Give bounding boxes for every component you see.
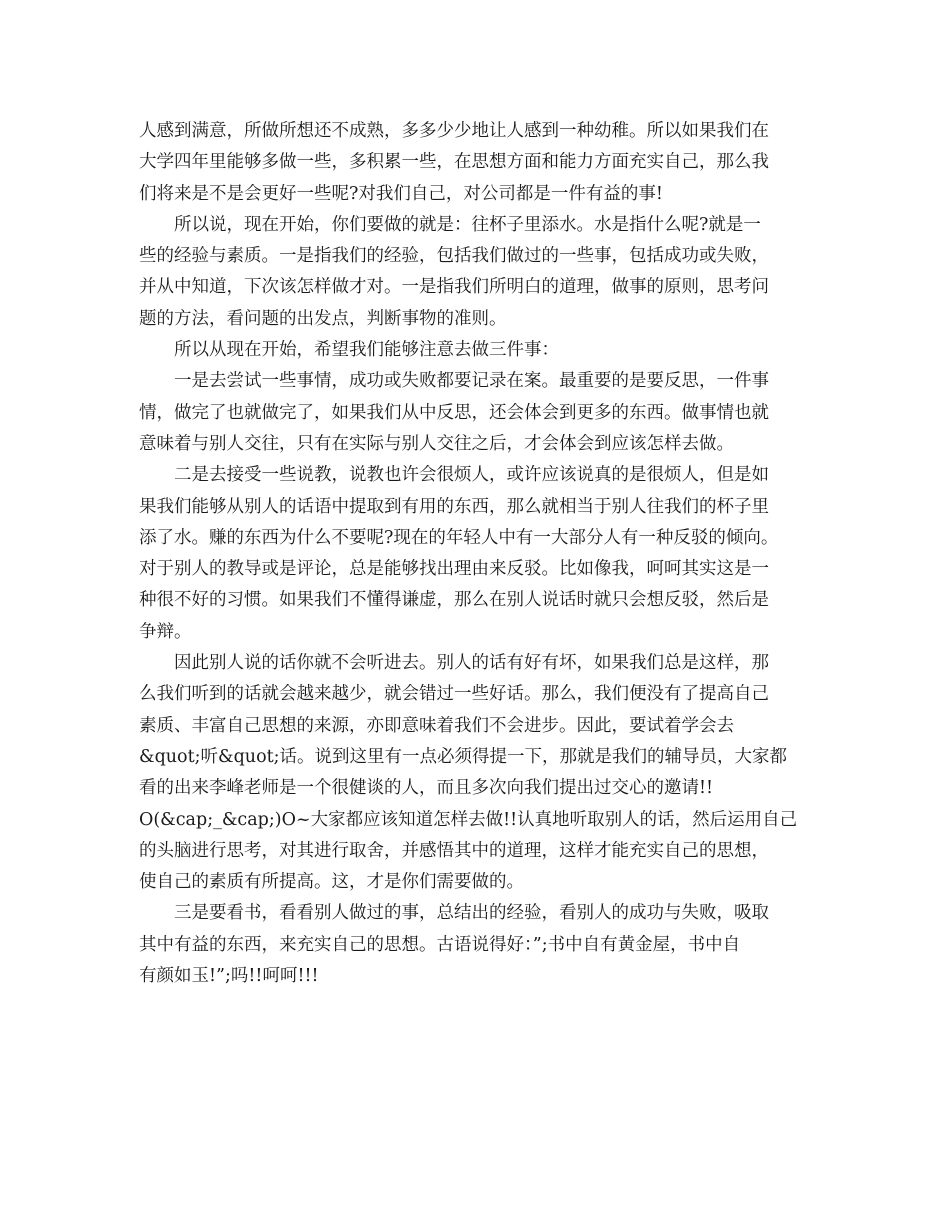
text-line: 看的出来李峰老师是一个很健谈的人，而且多次向我们提出过交心的邀请!! xyxy=(139,778,714,799)
text-line: 们将来是不是会更好一些呢?对我们自己，对公司都是一件有益的事! xyxy=(139,183,663,204)
text-line: 因此别人说的话你就不会听进去。别人的话有好有坏，如果我们总是这样，那 xyxy=(174,653,769,674)
text-line: 对于别人的教导或是评论，总是能够找出理由来反驳。比如像我，呵呵其实这是一 xyxy=(139,559,769,580)
text-line: O(&cap;_&cap;)O~大家都应该知道怎样去做!!认真地听取别人的话，然后运用自己 xyxy=(139,809,798,830)
text-line: 么我们听到的话就会越来越少，就会错过一些好话。那么，我们便没有了提高自己 xyxy=(139,684,769,705)
text-line: 一是去尝试一些事情，成功或失败都要记录在案。最重要的是要反思，一件事 xyxy=(174,371,769,392)
text-line: 的头脑进行思考，对其进行取舍，并感悟其中的道理，这样才能充实自己的思想， xyxy=(139,840,769,861)
text-line: 意味着与别人交往，只有在实际与别人交往之后，才会体会到应该怎样去做。 xyxy=(139,433,734,454)
text-line: 二是去接受一些说教，说教也许会很烦人，或许应该说真的是很烦人，但是如 xyxy=(174,465,769,486)
text-line: 三是要看书，看看别人做过的事，总结出的经验，看别人的成功与失败，吸取 xyxy=(174,903,769,924)
text-line: 素质、丰富自己思想的来源，亦即意味着我们不会进步。因此，要试着学会去 xyxy=(139,715,734,736)
text-line: 所以从现在开始，希望我们能够注意去做三件事： xyxy=(174,340,559,361)
text-line: 其中有益的东西，来充实自己的思想。古语说得好：”;书中自有黄金屋，书中自 xyxy=(139,934,741,955)
text-line: 种很不好的习惯。如果我们不懂得谦虚，那么在别人说话时就只会想反驳，然后是 xyxy=(139,590,769,611)
text-line: 人感到满意，所做所想还不成熟，多多少少地让人感到一种幼稚。所以如果我们在 xyxy=(139,121,769,141)
text-line: 争辩。 xyxy=(139,621,192,642)
text-line: &quot;听&quot;话。说到这里有一点必须得提一下，那就是我们的辅导员，大家都 xyxy=(139,746,788,767)
text-line: 大学四年里能够多做一些，多积累一些，在思想方面和能力方面充实自己，那么我 xyxy=(139,152,769,173)
text-line: 添了水。赚的东西为什么不要呢?现在的年轻人中有一大部分人有一种反驳的倾向。 xyxy=(139,527,779,548)
text-line: 题的方法，看问题的出发点，判断事物的准则。 xyxy=(139,308,507,329)
text-line: 情，做完了也就做完了，如果我们从中反思，还会体会到更多的东西。做事情也就 xyxy=(139,402,769,423)
text-line: 使自己的素质有所提高。这，才是你们需要做的。 xyxy=(139,872,524,893)
text-line: 所以说，现在开始，你们要做的就是：往杯子里添水。水是指什么呢?就是一 xyxy=(174,214,761,235)
text-line: 些的经验与素质。一是指我们的经验，包括我们做过的一些事，包括成功或失败， xyxy=(139,246,769,267)
text-line: 果我们能够从别人的话语中提取到有用的东西，那么就相当于别人往我们的杯子里 xyxy=(139,496,769,517)
text-line: 有颜如玉!”;吗!!呵呵!!! xyxy=(139,966,319,987)
text-line: 并从中知道，下次该怎样做才对。一是指我们所明白的道理，做事的原则，思考问 xyxy=(139,277,769,298)
document-body xyxy=(139,116,819,992)
